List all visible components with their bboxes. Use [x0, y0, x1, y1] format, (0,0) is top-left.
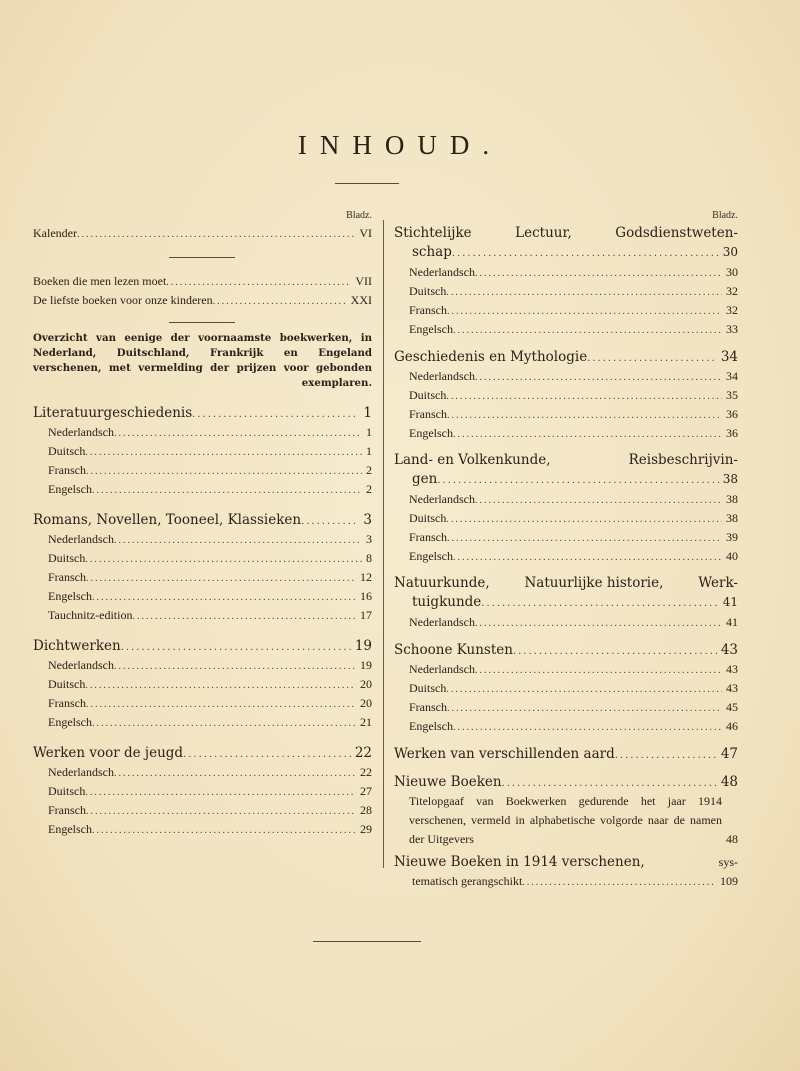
entry-page: 21 — [360, 715, 372, 729]
entry-page: 1 — [366, 444, 372, 458]
entry-label: Fransch — [48, 696, 86, 710]
toc-subentry — [394, 405, 738, 424]
section-page: 30 — [722, 245, 738, 259]
entry-page: 46 — [726, 719, 738, 733]
toc-subentry — [33, 423, 372, 442]
entry-page: 34 — [726, 369, 738, 383]
entry-label: Fransch — [409, 700, 447, 714]
section-heading — [394, 744, 738, 764]
entry-label: Engelsch — [409, 322, 453, 336]
leader-dots — [114, 424, 362, 442]
section-title: Werken voor de jeugd — [33, 745, 184, 761]
bladz-label: Bladz. — [712, 210, 738, 221]
leader-dots — [475, 491, 722, 509]
section-title-part: Stichtelijke — [394, 225, 472, 241]
leader-dots — [446, 510, 722, 528]
entry-page: 1 — [366, 425, 372, 439]
leader-dots — [615, 746, 717, 764]
entry-page: 43 — [726, 681, 738, 695]
toc-entry — [33, 291, 372, 310]
entry-page: 2 — [366, 482, 372, 496]
entry-label: Tauchnitz-edition — [48, 608, 133, 622]
leader-dots — [447, 406, 722, 424]
leader-dots — [166, 273, 351, 291]
section-heading — [394, 853, 738, 892]
section-heading — [394, 772, 738, 792]
section-page: 43 — [720, 642, 738, 658]
entry-page: 27 — [360, 784, 372, 798]
section-title-part: Nieuwe Boeken in 1914 verschenen, — [394, 854, 645, 870]
leader-dots — [587, 349, 717, 367]
leader-dots — [92, 481, 362, 499]
section-title-part: Land- en Volkenkunde, — [394, 452, 551, 468]
leader-dots — [475, 661, 722, 679]
leader-dots — [475, 614, 722, 632]
entry-label: Fransch — [48, 463, 86, 477]
leader-dots — [85, 443, 362, 461]
right-column — [394, 210, 738, 892]
section-page: 38 — [722, 472, 738, 486]
separator-rule — [169, 257, 235, 258]
entry-label: Nederlandsch — [48, 532, 114, 546]
entry-label: Duitsch — [48, 444, 86, 458]
toc-subentry — [33, 442, 372, 461]
leader-dots — [447, 529, 722, 547]
entry-label: Duitsch — [48, 677, 86, 691]
leader-dots — [502, 774, 717, 792]
leader-dots — [92, 821, 356, 839]
section-title: Nieuwe Boeken — [394, 774, 502, 790]
leader-dots — [475, 264, 722, 282]
leader-dots — [92, 714, 356, 732]
entry-page: VI — [359, 226, 372, 240]
toc-subentry — [394, 528, 738, 547]
leader-dots — [86, 695, 356, 713]
entry-page: 32 — [726, 303, 738, 317]
section-page: 109 — [720, 874, 738, 888]
section-description-block — [394, 792, 738, 849]
leader-dots — [85, 550, 362, 568]
section-page: 19 — [354, 638, 372, 654]
left-column — [33, 210, 372, 839]
section-title: Dichtwerken — [33, 638, 121, 654]
leader-dots — [213, 292, 347, 310]
leader-dots — [446, 283, 722, 301]
entry-label: Kalender — [33, 226, 77, 240]
entry-label: Duitsch — [409, 388, 447, 402]
entry-page: 29 — [360, 822, 372, 836]
entry-page: 36 — [726, 407, 738, 421]
entry-label: Nederlandsch — [409, 265, 475, 279]
section-title-part: Reisbeschrijvin- — [628, 452, 738, 468]
entry-page: 22 — [360, 765, 372, 779]
section-title: Literatuurgeschiedenis — [33, 405, 193, 421]
toc-subentry — [33, 820, 372, 839]
toc-subentry — [394, 490, 738, 509]
toc-subentry — [394, 301, 738, 320]
leader-dots — [121, 638, 351, 656]
section-page: 1 — [363, 405, 372, 421]
section-title: Geschiedenis en Mythologie — [394, 349, 588, 365]
entry-label: Engelsch — [48, 482, 92, 496]
entry-label: Nederlandsch — [48, 765, 114, 779]
leader-dots — [446, 387, 722, 405]
leader-dots — [183, 745, 351, 763]
section-title-part: tematisch gerangschikt — [412, 874, 523, 888]
leader-dots — [446, 680, 722, 698]
leader-dots — [192, 405, 359, 423]
section-heading — [394, 640, 738, 660]
title-rule — [335, 183, 399, 184]
leader-dots — [447, 302, 722, 320]
section-title-part: schap — [412, 244, 452, 260]
entry-label: Nederlandsch — [409, 492, 475, 506]
entry-label: Duitsch — [409, 284, 447, 298]
entry-label: Boeken die men lezen moet — [33, 274, 167, 288]
section-heading — [33, 636, 372, 656]
entry-page: 8 — [366, 551, 372, 565]
section-title-part: tuigkunde — [412, 594, 482, 610]
entry-label: Fransch — [409, 303, 447, 317]
entry-page: 12 — [360, 570, 372, 584]
leader-dots — [85, 676, 356, 694]
section-title-part: Natuurlijke historie, — [524, 575, 664, 591]
toc-subentry — [33, 587, 372, 606]
section-title-part: gen — [412, 471, 438, 487]
entry-label: Engelsch — [409, 719, 453, 733]
entry-page: VII — [355, 274, 372, 288]
entry-label: Fransch — [409, 407, 447, 421]
entry-page: 32 — [726, 284, 738, 298]
toc-subentry — [33, 782, 372, 801]
leader-dots — [453, 321, 722, 339]
section-page: 47 — [720, 746, 738, 762]
section-title-part: Lectuur, — [515, 225, 572, 241]
column-divider — [383, 220, 384, 868]
entry-page: 3 — [366, 532, 372, 546]
entry-page: 17 — [360, 608, 372, 622]
toc-subentry — [394, 679, 738, 698]
leader-dots — [453, 425, 722, 443]
entry-label: Duitsch — [48, 551, 86, 565]
toc-subentry — [33, 461, 372, 480]
entry-page: 35 — [726, 388, 738, 402]
toc-subentry — [33, 480, 372, 499]
toc-subentry — [33, 694, 372, 713]
leader-dots — [301, 512, 359, 530]
entry-label: Nederlandsch — [409, 662, 475, 676]
entry-label: Duitsch — [48, 784, 86, 798]
toc-subentry — [394, 698, 738, 717]
separator-rule — [169, 322, 235, 323]
leader-dots — [86, 569, 356, 587]
toc-subentry — [394, 386, 738, 405]
toc-subentry — [33, 675, 372, 694]
toc-subentry — [394, 263, 738, 282]
leader-dots — [114, 531, 362, 549]
leader-dots — [92, 588, 356, 606]
leader-dots — [85, 783, 356, 801]
entry-page: 38 — [726, 511, 738, 525]
entry-label: Nederlandsch — [48, 658, 114, 672]
leader-dots — [522, 873, 716, 892]
toc-subentry — [33, 568, 372, 587]
toc-subentry — [33, 530, 372, 549]
toc-subentry — [394, 424, 738, 443]
entry-label: Nederlandsch — [409, 369, 475, 383]
entry-label: Duitsch — [409, 681, 447, 695]
leader-dots — [86, 462, 362, 480]
entry-page: 16 — [360, 589, 372, 603]
entry-page: 38 — [726, 492, 738, 506]
leader-dots — [475, 368, 722, 386]
section-title: Romans, Novellen, Tooneel, Klassieken — [33, 512, 302, 528]
section-page: 22 — [354, 745, 372, 761]
toc-subentry — [394, 613, 738, 632]
section-heading — [33, 403, 372, 423]
entry-label: Fransch — [48, 570, 86, 584]
entry-page: 41 — [726, 615, 738, 629]
section-heading — [33, 510, 372, 530]
section-page: 41 — [722, 595, 738, 609]
leader-dots — [481, 594, 718, 613]
entry-page: 43 — [726, 662, 738, 676]
toc-subentry — [33, 763, 372, 782]
leader-dots — [513, 642, 717, 660]
entry-label: Engelsch — [409, 549, 453, 563]
entry-label: Engelsch — [48, 822, 92, 836]
entry-page: XXI — [350, 293, 372, 307]
toc-subentry — [33, 713, 372, 732]
entry-page: 20 — [360, 677, 372, 691]
entry-label: Engelsch — [48, 589, 92, 603]
toc-entry — [33, 272, 372, 291]
section-heading — [394, 451, 738, 490]
toc-subentry — [33, 549, 372, 568]
section-description-page: 48 — [726, 832, 738, 846]
section-title: Werken van verschillenden aard — [394, 746, 615, 762]
entry-page: 30 — [726, 265, 738, 279]
entry-label: De liefste boeken voor onze kinderen — [33, 293, 213, 307]
entry-page: 39 — [726, 530, 738, 544]
entry-page: 40 — [726, 549, 738, 563]
entry-label: Fransch — [409, 530, 447, 544]
entry-page: 36 — [726, 426, 738, 440]
entry-label: Engelsch — [409, 426, 453, 440]
entry-label: Duitsch — [409, 511, 447, 525]
section-page: 48 — [720, 774, 738, 790]
leader-dots — [453, 548, 722, 566]
entry-label: Fransch — [48, 803, 86, 817]
toc-subentry — [33, 801, 372, 820]
toc-entry — [33, 224, 372, 243]
section-title-part: sys- — [718, 855, 738, 869]
leader-dots — [452, 244, 719, 263]
page-title: INHOUD. — [297, 130, 503, 160]
section-heading — [394, 347, 738, 367]
section-title: Schoone Kunsten — [394, 642, 513, 658]
section-page: 34 — [720, 349, 738, 365]
entry-page: 20 — [360, 696, 372, 710]
leader-dots — [114, 657, 356, 675]
entry-page: 28 — [360, 803, 372, 817]
leader-dots — [453, 718, 722, 736]
leader-dots — [437, 471, 718, 490]
section-page: 3 — [363, 512, 372, 528]
entry-page: 2 — [366, 463, 372, 477]
toc-subentry — [394, 717, 738, 736]
entry-page: 19 — [360, 658, 372, 672]
overview-text: Overzicht van eenige der voornaamste boekwerken, in Nederland, Duitschland, Frankrijk en Engeland verschenen, met vermelding der prijzen voor gebonden exemplaren. — [33, 332, 372, 389]
leader-dots — [447, 699, 722, 717]
toc-subentry — [394, 547, 738, 566]
entry-label: Engelsch — [48, 715, 92, 729]
leader-dots — [77, 225, 355, 243]
toc-subentry — [394, 509, 738, 528]
section-heading — [33, 743, 372, 763]
section-title-part: Natuurkunde, — [394, 575, 490, 591]
entry-page: 45 — [726, 700, 738, 714]
entry-label: Nederlandsch — [409, 615, 475, 629]
section-title-part: Werk- — [698, 575, 738, 591]
bladz-label: Bladz. — [346, 210, 372, 221]
toc-subentry — [33, 656, 372, 675]
section-title-part: Godsdienstweten- — [615, 225, 738, 241]
section-description: Titelopgaaf van Boekwerken gedurende het jaar 1914 verschenen, vermeld in alphabetische volgorde naar de namen der Uitgevers — [409, 794, 722, 846]
toc-subentry — [394, 367, 738, 386]
toc-subentry — [394, 660, 738, 679]
leader-dots — [86, 802, 356, 820]
leader-dots — [132, 607, 356, 625]
toc-subentry — [394, 282, 738, 301]
bottom-rule — [313, 941, 421, 942]
toc-subentry — [33, 606, 372, 625]
toc-subentry — [394, 320, 738, 339]
leader-dots — [114, 764, 356, 782]
section-heading — [394, 574, 738, 613]
entry-page: 33 — [726, 322, 738, 336]
section-heading — [394, 224, 738, 263]
entry-label: Nederlandsch — [48, 425, 114, 439]
